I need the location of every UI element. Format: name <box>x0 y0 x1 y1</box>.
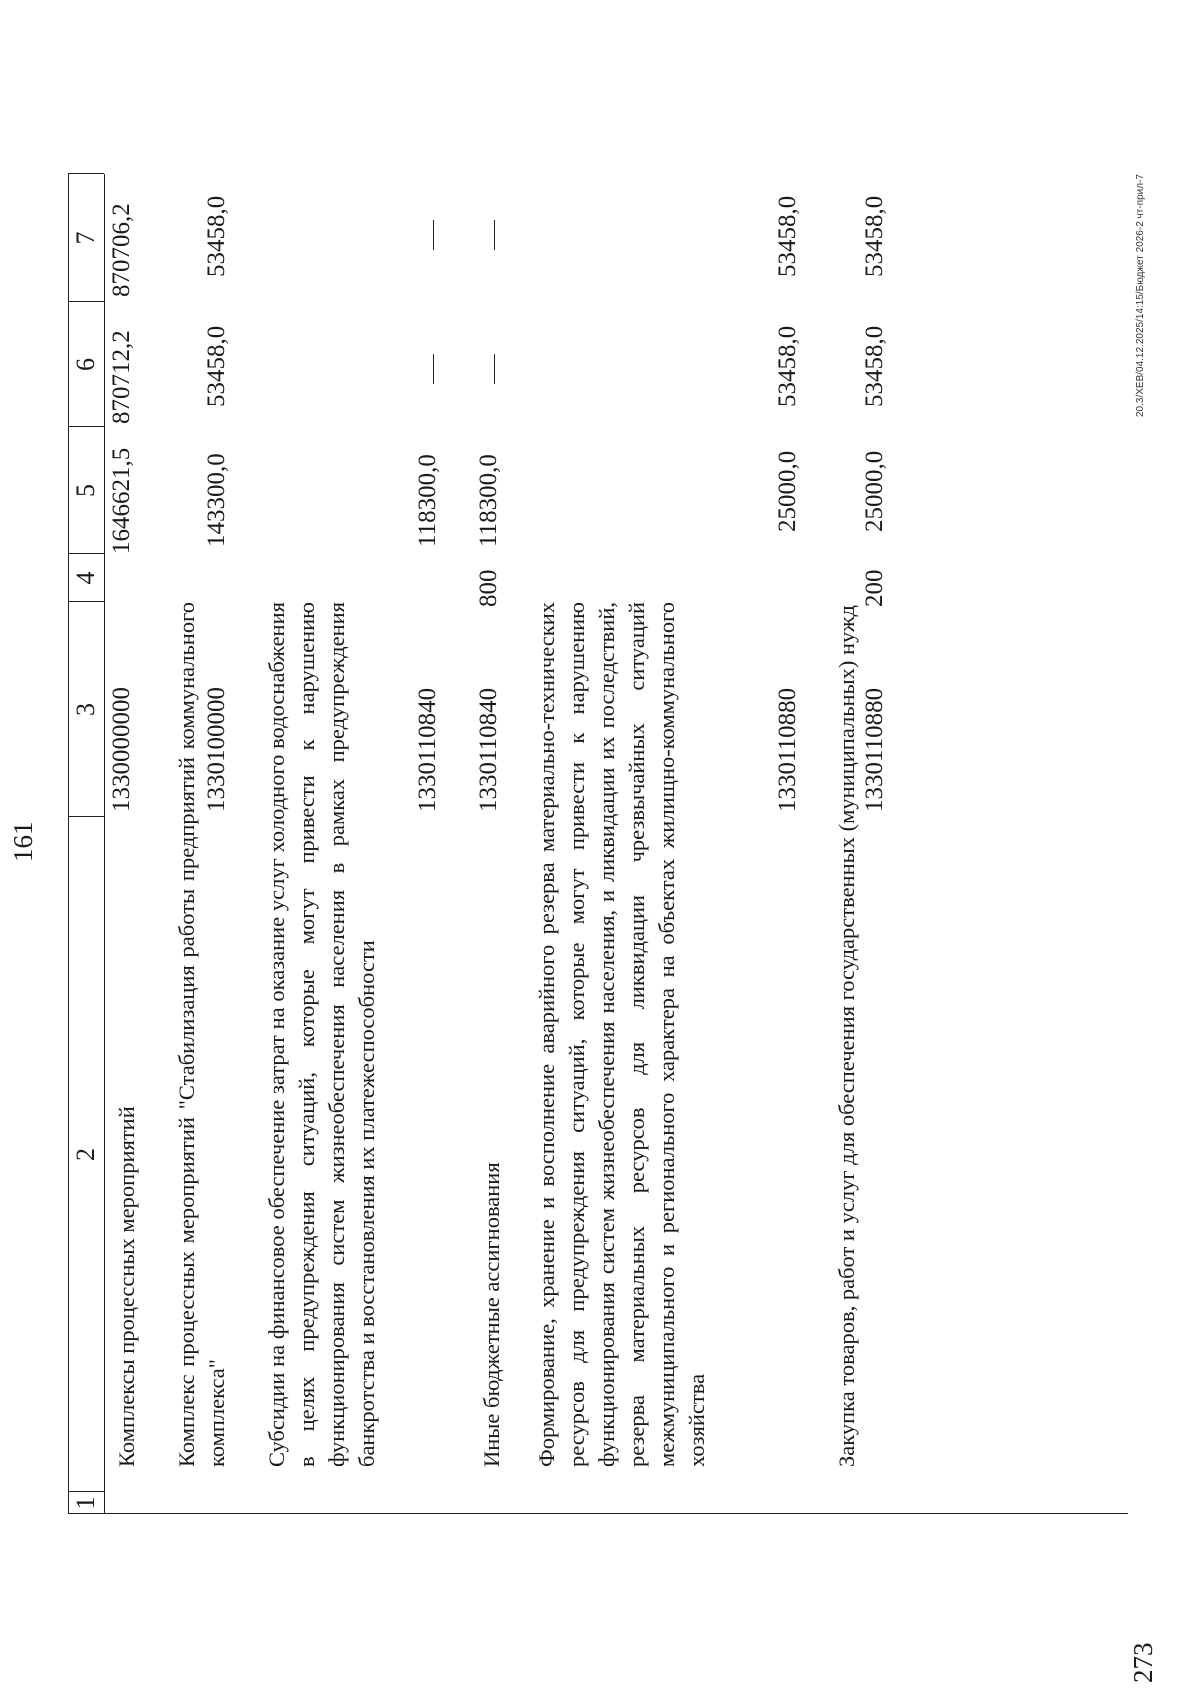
column-header-6: 6 <box>71 358 100 371</box>
column-header-1: 1 <box>71 1496 100 1510</box>
row-6-value-7: 53458,0 <box>861 195 888 277</box>
row-4-value-5: 118300,0 <box>475 454 502 547</box>
row-4-value-6-dash <box>494 354 495 384</box>
sheet-number: 273 <box>1128 1642 1158 1683</box>
row-3-description: Субсидии на финансовое обеспечение затрат на оказание услуг холодного водоснабжения в целях предупреждения ситуаций, которые могут привести к нарушению функционирования систем жизнеобеспечения населения в рамках предупреждения банкротства и восстановления их платежеспособности <box>264 602 379 1467</box>
row-1-description: Комплексы процессных мероприятий <box>114 1106 139 1467</box>
row-6-description: Закупка товаров, работ и услуг для обеспечения государственных (муниципальных) нужд <box>834 604 859 1467</box>
table-left-border <box>68 1513 1128 1514</box>
row-3-value-6-dash <box>433 354 434 384</box>
row-1-value-6: 870712,2 <box>108 330 135 424</box>
row-5-value-5: 25000,0 <box>774 450 801 532</box>
row-2-code: 1330100000 <box>203 687 230 812</box>
row-5-description: Формирование, хранение и восполнение аварийного резерва материально-технических ресурсов для предупреждения ситуаций, которые могут привести к нарушению функционирования систем жизнеобеспечения населения, и ликвидации их последствий, резерва материальных ресурсов для ликвидации чрезвычайных ситуаций межмуниципального и регионального характера на объектах жилищно-коммунального хозяйства <box>534 602 709 1467</box>
row-6-value-6: 53458,0 <box>861 325 888 407</box>
row-2-value-5: 143300,0 <box>203 453 230 547</box>
row-1-value-7: 870706,2 <box>108 203 135 297</box>
row-1-code: 1330000000 <box>108 687 135 812</box>
row-4-kvr: 800 <box>475 569 502 607</box>
row-6-kvr: 200 <box>861 569 888 607</box>
row-1-value-5: 1646621,5 <box>108 447 135 554</box>
row-4-value-7-dash <box>494 220 495 250</box>
row-2-value-7: 53458,0 <box>203 195 230 277</box>
row-3-value-7-dash <box>433 220 434 250</box>
column-header-5: 5 <box>71 484 100 497</box>
column-header-3: 3 <box>71 703 100 716</box>
column-header-4: 4 <box>71 571 100 585</box>
row-2-description: Комплекс процессных мероприятий "Стабилизация работы предприятий коммунального комплекса" <box>174 602 229 1467</box>
page-number: 161 <box>8 821 38 862</box>
row-5-value-7: 53458,0 <box>774 195 801 277</box>
row-4-code: 1330110840 <box>475 687 502 812</box>
table-header-bottom-border <box>104 174 105 1514</box>
row-5-code: 1330110880 <box>774 687 801 812</box>
row-5-value-6: 53458,0 <box>774 325 801 407</box>
row-3-value-5: 118300,0 <box>414 454 441 547</box>
row-3-code: 1330110840 <box>414 687 441 812</box>
row-2-value-6: 53458,0 <box>203 325 230 407</box>
document-footer: 20.3/ХЕВ/04.12.2025/14:15/Бюджет 2026-2 чт-прил-7 <box>1135 174 1146 417</box>
row-6-value-5: 25000,0 <box>861 450 888 532</box>
column-header-7: 7 <box>71 231 100 245</box>
row-6-code: 1330110880 <box>861 687 888 812</box>
column-header-2: 2 <box>71 1148 100 1161</box>
row-4-description: Иные бюджетные ассигнования <box>479 1162 504 1467</box>
